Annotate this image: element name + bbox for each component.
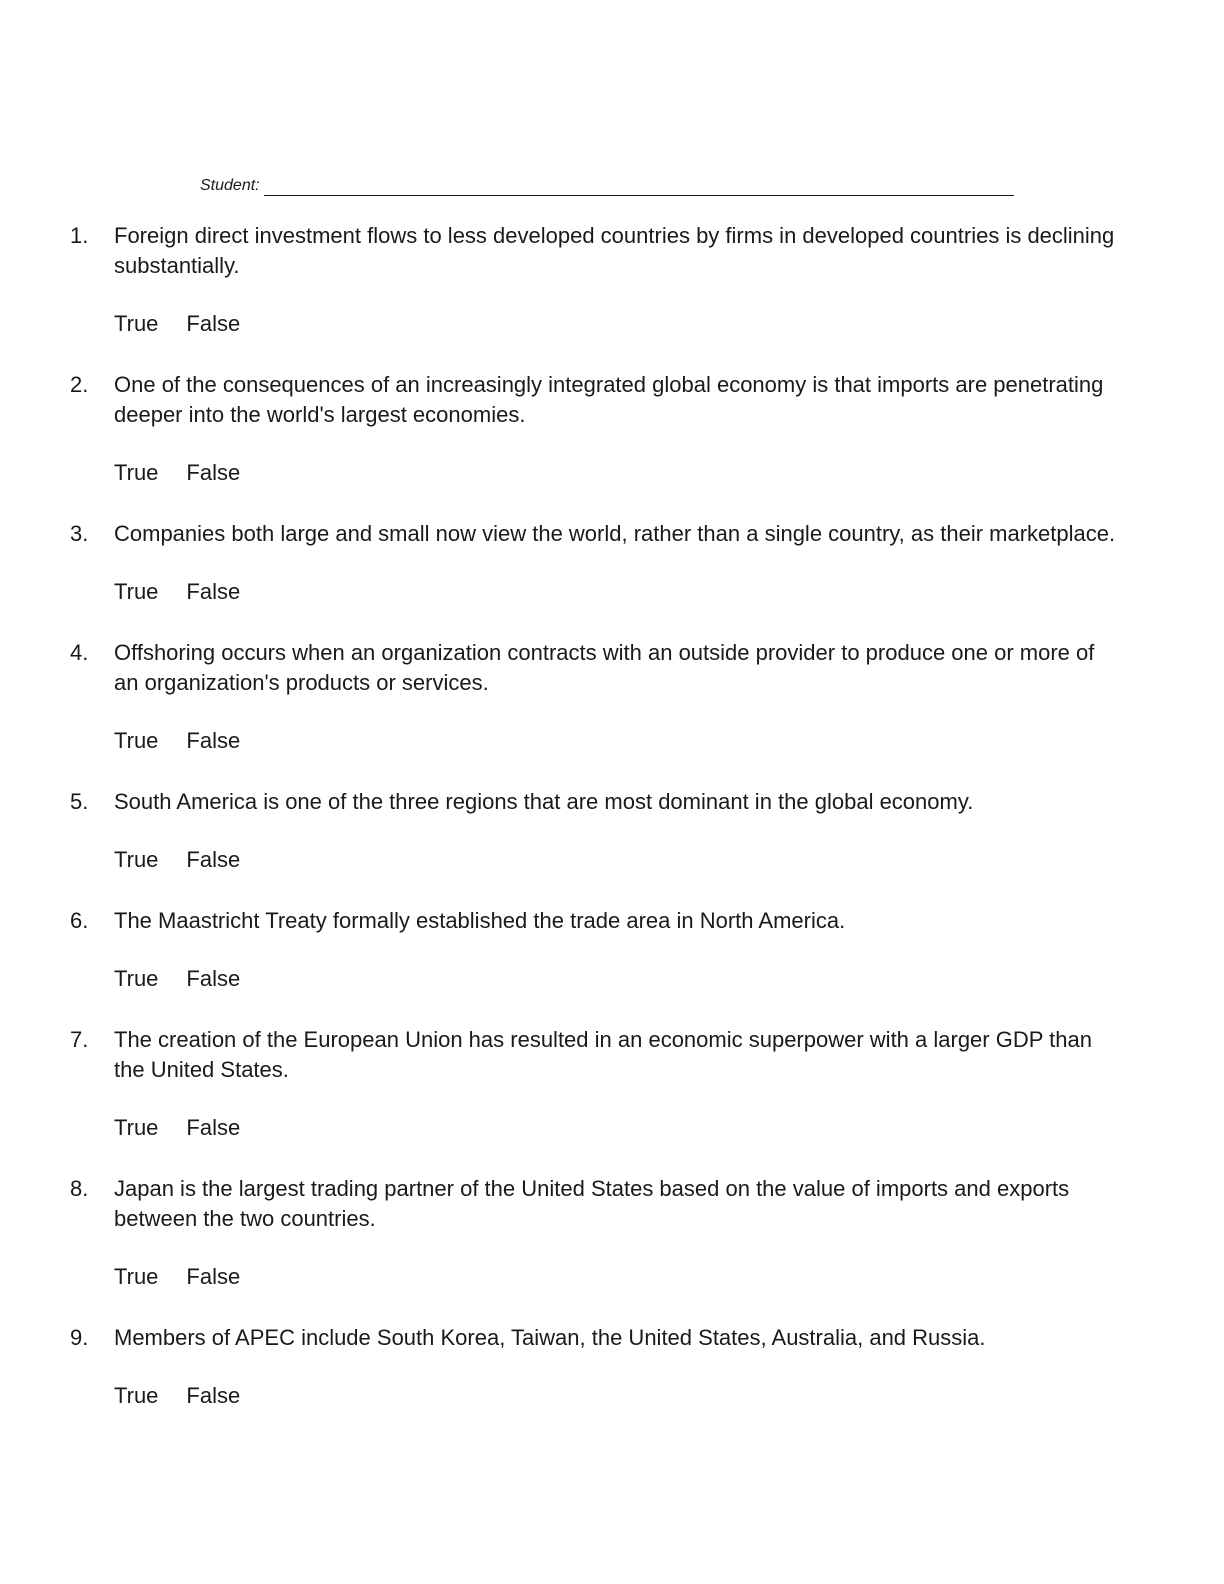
question-text: Companies both large and small now view the world, rather than a single country, as their marketplace. (114, 521, 1116, 546)
question-text: Foreign direct investment flows to less developed countries by firms in developed countries is declining substantially. (114, 223, 1115, 278)
answer-true[interactable]: True (114, 579, 159, 604)
student-label: Student: (200, 177, 260, 194)
question-item (0, 1025, 1224, 1143)
question-item (0, 519, 1224, 607)
question-item (0, 1323, 1224, 1411)
answer-options (114, 577, 1224, 607)
student-name-blank[interactable] (264, 178, 1014, 196)
answer-options (114, 964, 1224, 994)
answer-true[interactable]: True (114, 1264, 159, 1289)
answer-false[interactable]: False (186, 1115, 241, 1140)
question-text: South America is one of the three regions that are most dominant in the global economy. (114, 789, 974, 814)
answer-true[interactable]: True (114, 966, 159, 991)
question-number: 8. (70, 1176, 89, 1201)
answer-options (114, 1262, 1224, 1292)
question-item (0, 638, 1224, 756)
answer-false[interactable]: False (186, 460, 241, 485)
question-item (0, 221, 1224, 339)
question-text: One of the consequences of an increasingly integrated global economy is that imports are penetrating deeper into the world's largest economies. (114, 372, 1104, 427)
student-name-row (200, 176, 1014, 196)
answer-options (114, 309, 1224, 339)
question-item (0, 370, 1224, 488)
question-text: Members of APEC include South Korea, Taiwan, the United States, Australia, and Russia. (114, 1325, 986, 1350)
answer-true[interactable]: True (114, 311, 159, 336)
answer-options (114, 458, 1224, 488)
answer-false[interactable]: False (186, 728, 241, 753)
answer-false[interactable]: False (186, 1264, 241, 1289)
answer-false[interactable]: False (186, 311, 241, 336)
answer-options (114, 1113, 1224, 1143)
answer-options (114, 726, 1224, 756)
answer-options (114, 845, 1224, 875)
question-text: The Maastricht Treaty formally established the trade area in North America. (114, 908, 846, 933)
question-number: 2. (70, 372, 89, 397)
answer-false[interactable]: False (186, 1383, 241, 1408)
question-number: 1. (70, 223, 89, 248)
question-item (0, 906, 1224, 994)
answer-false[interactable]: False (186, 966, 241, 991)
answer-true[interactable]: True (114, 728, 159, 753)
question-number: 3. (70, 521, 89, 546)
answer-true[interactable]: True (114, 1115, 159, 1140)
question-number: 6. (70, 908, 89, 933)
answer-false[interactable]: False (186, 847, 241, 872)
question-number: 4. (70, 640, 89, 665)
answer-options (114, 1381, 1224, 1411)
question-text: Japan is the largest trading partner of the United States based on the value of imports and exports between the two countries. (114, 1176, 1070, 1231)
question-number: 7. (70, 1027, 89, 1052)
question-text: Offshoring occurs when an organization contracts with an outside provider to produce one or more of an organization's products or services. (114, 640, 1095, 695)
question-list (0, 221, 1224, 1442)
question-item (0, 1174, 1224, 1292)
answer-false[interactable]: False (186, 579, 241, 604)
answer-true[interactable]: True (114, 847, 159, 872)
question-number: 9. (70, 1325, 89, 1350)
question-text: The creation of the European Union has resulted in an economic superpower with a larger GDP than the United States. (114, 1027, 1092, 1082)
answer-true[interactable]: True (114, 460, 159, 485)
question-item (0, 787, 1224, 875)
question-number: 5. (70, 789, 89, 814)
answer-true[interactable]: True (114, 1383, 159, 1408)
